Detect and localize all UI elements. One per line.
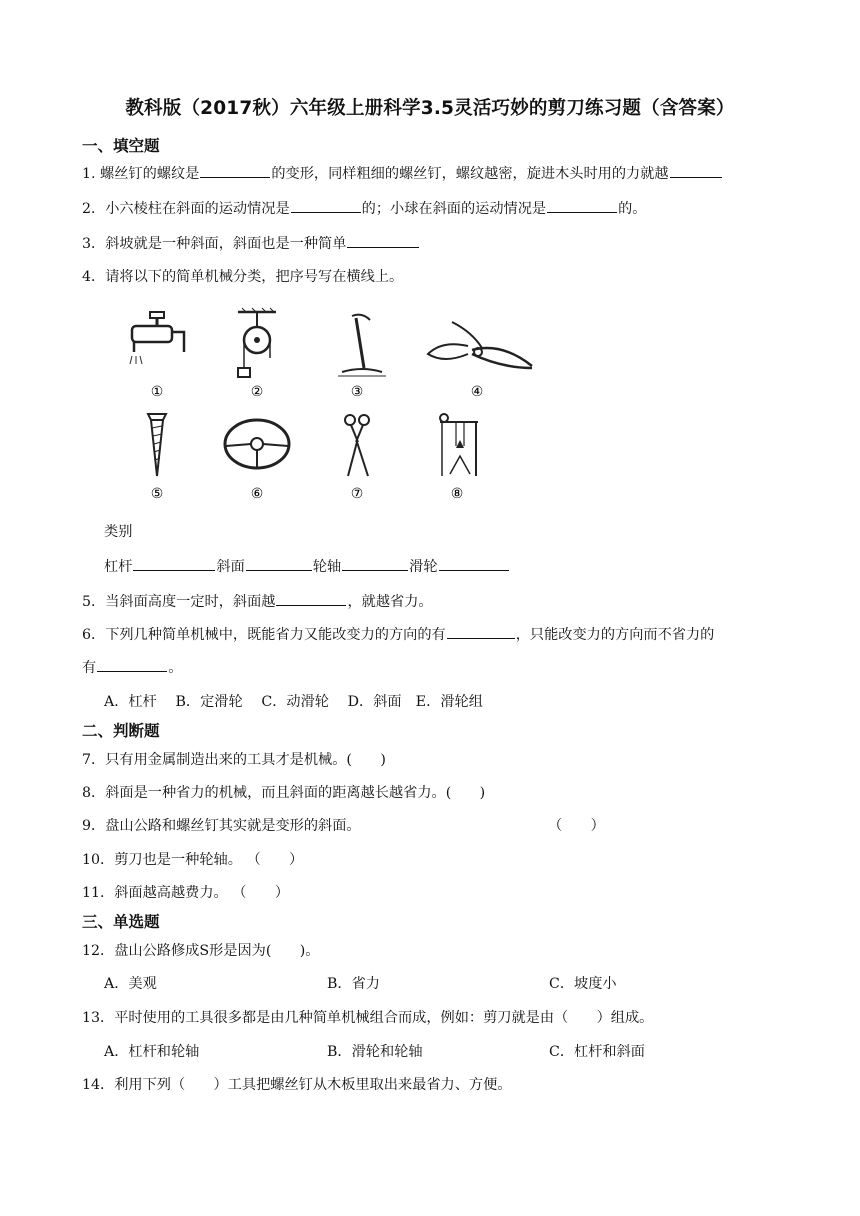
question-9-bracket: （ ） — [548, 818, 605, 834]
answer-blank[interactable] — [291, 198, 361, 213]
question-1: 1. 螺丝钉的螺纹是 的变形，同样粗细的螺丝钉，螺纹越密，旋进木头时用的力就越 — [82, 163, 723, 183]
answer-blank[interactable] — [200, 163, 270, 178]
category-label: 类别 — [104, 524, 133, 540]
question-7: 7．只有用金属制造出来的工具才是机械。( ) — [82, 752, 386, 768]
q13-option-b[interactable]: B．滑轮和轮轴 — [327, 1044, 423, 1060]
question-8: 8．斜面是一种省力的机械，而且斜面的距离越长越省力。( ) — [82, 785, 486, 801]
steering-wheel-icon — [212, 410, 302, 506]
question-12: 12．盘山公路修成S形是因为( )。 — [82, 943, 320, 959]
section-heading-judge: 二、判断题 — [82, 722, 160, 740]
section-heading-fill: 一、填空题 — [82, 137, 160, 155]
answer-blank[interactable] — [347, 233, 419, 248]
faucet-icon — [112, 306, 202, 402]
q13-option-c[interactable]: C．杠杆和斜面 — [549, 1044, 645, 1060]
question-14: 14．利用下列（ ）工具把螺丝钉从木板里取出来最省力、方便。 — [82, 1077, 512, 1093]
figure-number-2: ② — [250, 384, 264, 400]
answer-blank[interactable] — [670, 163, 722, 178]
page-title: 教科版（2017秋）六年级上册科学3.5灵活巧妙的剪刀练习题（含答案） — [125, 98, 735, 119]
question-2: 2．小六棱柱在斜面的运动情况是 的；小球在斜面的运动情况是 的。 — [82, 198, 647, 218]
answer-blank[interactable] — [547, 198, 617, 213]
question-6-cont: 有 。 — [82, 657, 182, 677]
crowbar-icon — [312, 306, 402, 402]
question-10: 10．剪刀也是一种轮轴。 （ ） — [82, 852, 304, 868]
section-heading-choice: 三、单选题 — [82, 913, 160, 931]
answer-blank[interactable] — [276, 591, 346, 606]
q13-option-a[interactable]: A．杠杆和轮轴 — [104, 1044, 200, 1060]
figure-number-7: ⑦ — [350, 486, 364, 502]
flagpole-pulley-icon — [412, 410, 502, 506]
pulley-icon — [212, 306, 302, 402]
question-6: 6．下列几种简单机械中，既能省力又能改变力的方向的有 ，只能改变力的方向而不省力的 — [82, 624, 714, 644]
figure-number-6: ⑥ — [250, 486, 264, 502]
q12-option-b[interactable]: B．省力 — [327, 976, 380, 992]
question-13: 13．平时使用的工具很多都是由几种简单机械组合而成，例如：剪刀就是由（ ）组成。 — [82, 1010, 654, 1026]
screw-icon — [112, 410, 202, 506]
question-11: 11．斜面越高越费力。 （ ） — [82, 885, 290, 901]
figure-number-5: ⑤ — [150, 486, 164, 502]
wheel-axle-blank[interactable] — [342, 556, 408, 571]
category-row: 杠杆 斜面 轮轴 滑轮 — [104, 556, 510, 576]
question-4: 4．请将以下的简单机械分类，把序号写在横线上。 — [82, 269, 404, 285]
machines-figure — [100, 306, 620, 506]
answer-blank[interactable] — [447, 624, 515, 639]
figure-number-3: ③ — [350, 384, 364, 400]
figure-number-1: ① — [150, 384, 164, 400]
question-9: 9．盘山公路和螺丝钉其实就是变形的斜面。 — [82, 818, 361, 834]
figure-number-4: ④ — [470, 384, 484, 400]
answer-blank[interactable] — [97, 657, 167, 672]
pulley-blank[interactable] — [439, 556, 509, 571]
scissors-icon — [312, 410, 402, 506]
question-5: 5．当斜面高度一定时，斜面越 ，就越省力。 — [82, 591, 433, 611]
q12-option-a[interactable]: A．美观 — [104, 976, 157, 992]
question-3: 3．斜坡就是一种斜面，斜面也是一种简单 — [82, 233, 420, 253]
q12-option-c[interactable]: C．坡度小 — [549, 976, 617, 992]
lever-blank[interactable] — [133, 556, 215, 571]
figure-number-8: ⑧ — [450, 486, 464, 502]
incline-blank[interactable] — [246, 556, 312, 571]
question-6-options: A．杠杆 B．定滑轮 C．动滑轮 D．斜面 E．滑轮组 — [104, 694, 483, 710]
pliers-icon — [412, 306, 542, 402]
